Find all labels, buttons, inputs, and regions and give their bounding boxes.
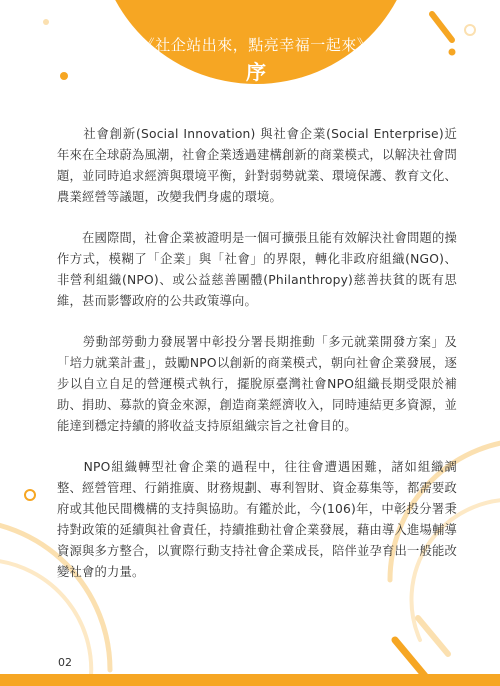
decorative-stroke	[432, 14, 452, 40]
paragraph: 社會創新(Social Innovation) 與社會企業(Social Enterprise)近年來在全球蔚為風潮，社會企業透過建構創新的商業模式，以解決社會問題，並同時追求經濟與環境平衡，針對弱勢就業、環境保護、教育文化、農業經營等議題，改變我們身處的環境。	[57, 127, 457, 204]
paragraph: 在國際間，社會企業被證明是一個可擴張且能有效解決社會問題的操作方式，模糊了「企業」與「社會」的界限，轉化非政府組織(NGO)、非營利組織(NPO)、或公益慈善團體(Philanthropy)慈善扶貧的既有思維，甚而影響政府的公共政策導向。	[57, 231, 457, 308]
body-content	[57, 124, 457, 603]
decorative-stroke	[395, 640, 425, 676]
decorative-ring	[465, 25, 475, 35]
footer-bar	[0, 674, 500, 686]
paragraph: NPO組織轉型社會企業的過程中，往往會遭遇困難，諸如組織調整、經營管理、行銷推廣、財務規劃、專利智財、資金募集等，都需要政府或其他民間機構的支持與協助。有鑑於此，今(106)年，中彰投分署秉持對政策的延續與社會責任，持續推動社會企業發展，藉由導入進場輔導資源與多方整合，以實際行動支持社會企業成長，陪伴並孕育出一般能改變社會的力量。	[57, 460, 457, 579]
decorative-stroke	[418, 618, 448, 654]
page-number: 02	[58, 656, 72, 669]
paragraph: 勞動部勞動力發展署中彰投分署長期推動「多元就業開發方案」及「培力就業計畫」，鼓勵NPO以創新的商業模式，朝向社會企業發展，逐步以自立自足的營運模式執行，擺脫原臺灣社會NPO組織長期受限於補助、捐助、募款的資金來源，創造商業經濟收入，同時連結更多資源，並能達到穩定持續的將收益支持原組織宗旨之社會目的。	[57, 335, 457, 433]
header-subtitle: 序	[246, 60, 266, 84]
decorative-ring	[25, 490, 35, 500]
header-title: 《社企站出來，點亮幸福一起來》	[139, 36, 373, 54]
decorative-dot	[60, 72, 68, 80]
decorative-dot	[449, 49, 456, 56]
decorative-dot	[43, 19, 49, 25]
